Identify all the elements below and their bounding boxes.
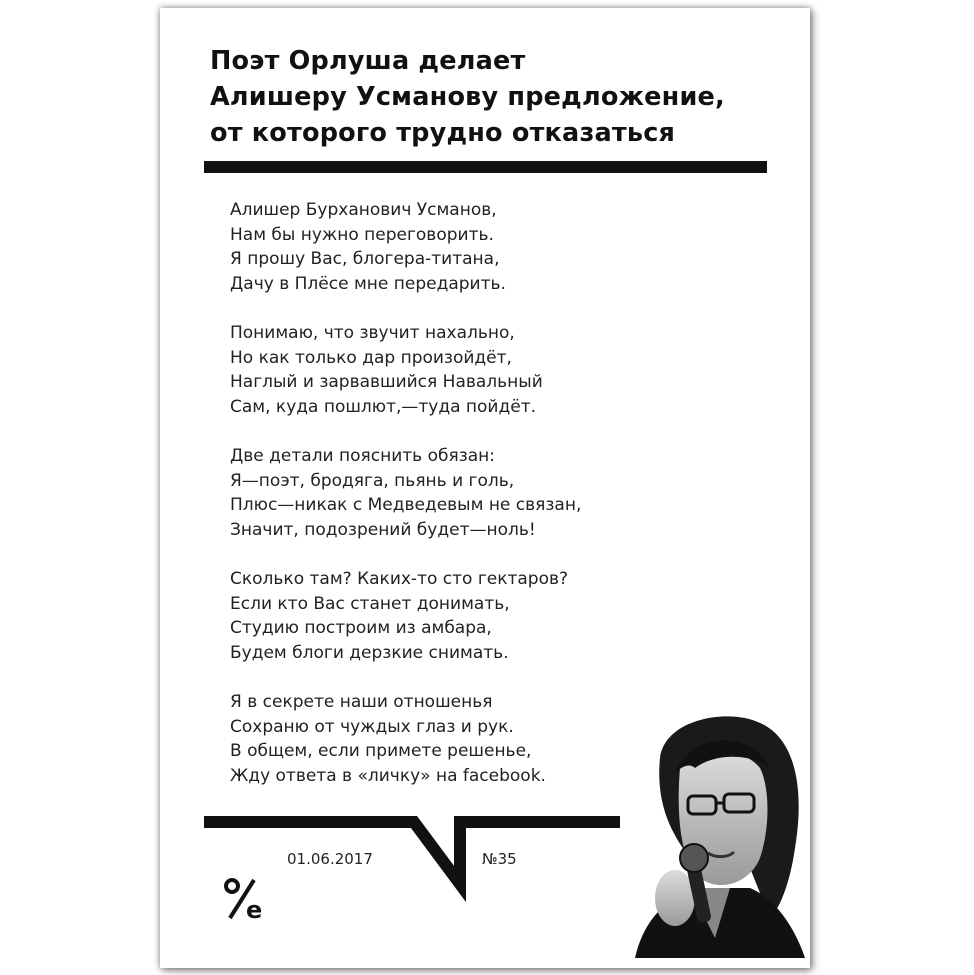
poem-line: Я прошу Вас, блогера-титана, bbox=[230, 249, 500, 269]
stanza bbox=[230, 444, 700, 542]
publication-date: 01.06.2017 bbox=[287, 850, 373, 868]
headline-line: от которого трудно отказаться bbox=[210, 118, 676, 148]
headline bbox=[210, 43, 790, 151]
poem-line: Наглый и зарвавшийся Навальный bbox=[230, 372, 543, 392]
poem-line: Студию построим из амбара, bbox=[230, 618, 492, 638]
poem-line: Но как только дар произойдёт, bbox=[230, 347, 512, 368]
stanza bbox=[230, 321, 700, 419]
stanza bbox=[230, 198, 700, 296]
poem-line: Понимаю, что звучит нахально, bbox=[230, 323, 515, 343]
percent-e-logo-icon bbox=[222, 876, 268, 922]
poem-line: Нам бы нужно переговорить. bbox=[230, 224, 494, 245]
poem-line: Будем блоги дерзкие снимать. bbox=[230, 642, 509, 663]
poem-line: Жду ответа в «личку» на facebook. bbox=[230, 765, 546, 786]
poem-line: Сам, куда пошлют,—туда пойдёт. bbox=[230, 396, 536, 417]
author-portrait-icon bbox=[620, 708, 810, 958]
issue-number: №35 bbox=[482, 850, 517, 868]
poem-line: Сколько там? Каких-то сто гектаров? bbox=[230, 569, 569, 589]
headline-line: Алишеру Усманову предложение, bbox=[210, 82, 725, 112]
poem-line: Алишер Бурханович Усманов, bbox=[230, 200, 497, 220]
svg-text:e: e bbox=[246, 896, 263, 922]
poem-line: Сохраню от чуждых глаз и рук. bbox=[230, 716, 514, 737]
poem-line: Дачу в Плёсе мне передарить. bbox=[230, 273, 506, 294]
headline-divider bbox=[204, 161, 767, 173]
poem-line: Значит, подозрений будет—ноль! bbox=[230, 519, 536, 540]
poem-line: Плюс—никак с Медведевым не связан, bbox=[230, 495, 582, 515]
poem-line: В общем, если примете решенье, bbox=[230, 741, 532, 761]
poem-line: Если кто Вас станет донимать, bbox=[230, 593, 510, 614]
headline-line: Поэт Орлуша делает bbox=[210, 46, 526, 76]
stanza bbox=[230, 567, 700, 665]
poem-line: Я—поэт, бродяга, пьянь и голь, bbox=[230, 470, 515, 491]
publisher-logo bbox=[222, 876, 268, 929]
poem-card bbox=[160, 8, 810, 968]
poem-line: Я в секрете наши отношенья bbox=[230, 692, 493, 712]
poem-line: Две детали пояснить обязан: bbox=[230, 446, 496, 466]
